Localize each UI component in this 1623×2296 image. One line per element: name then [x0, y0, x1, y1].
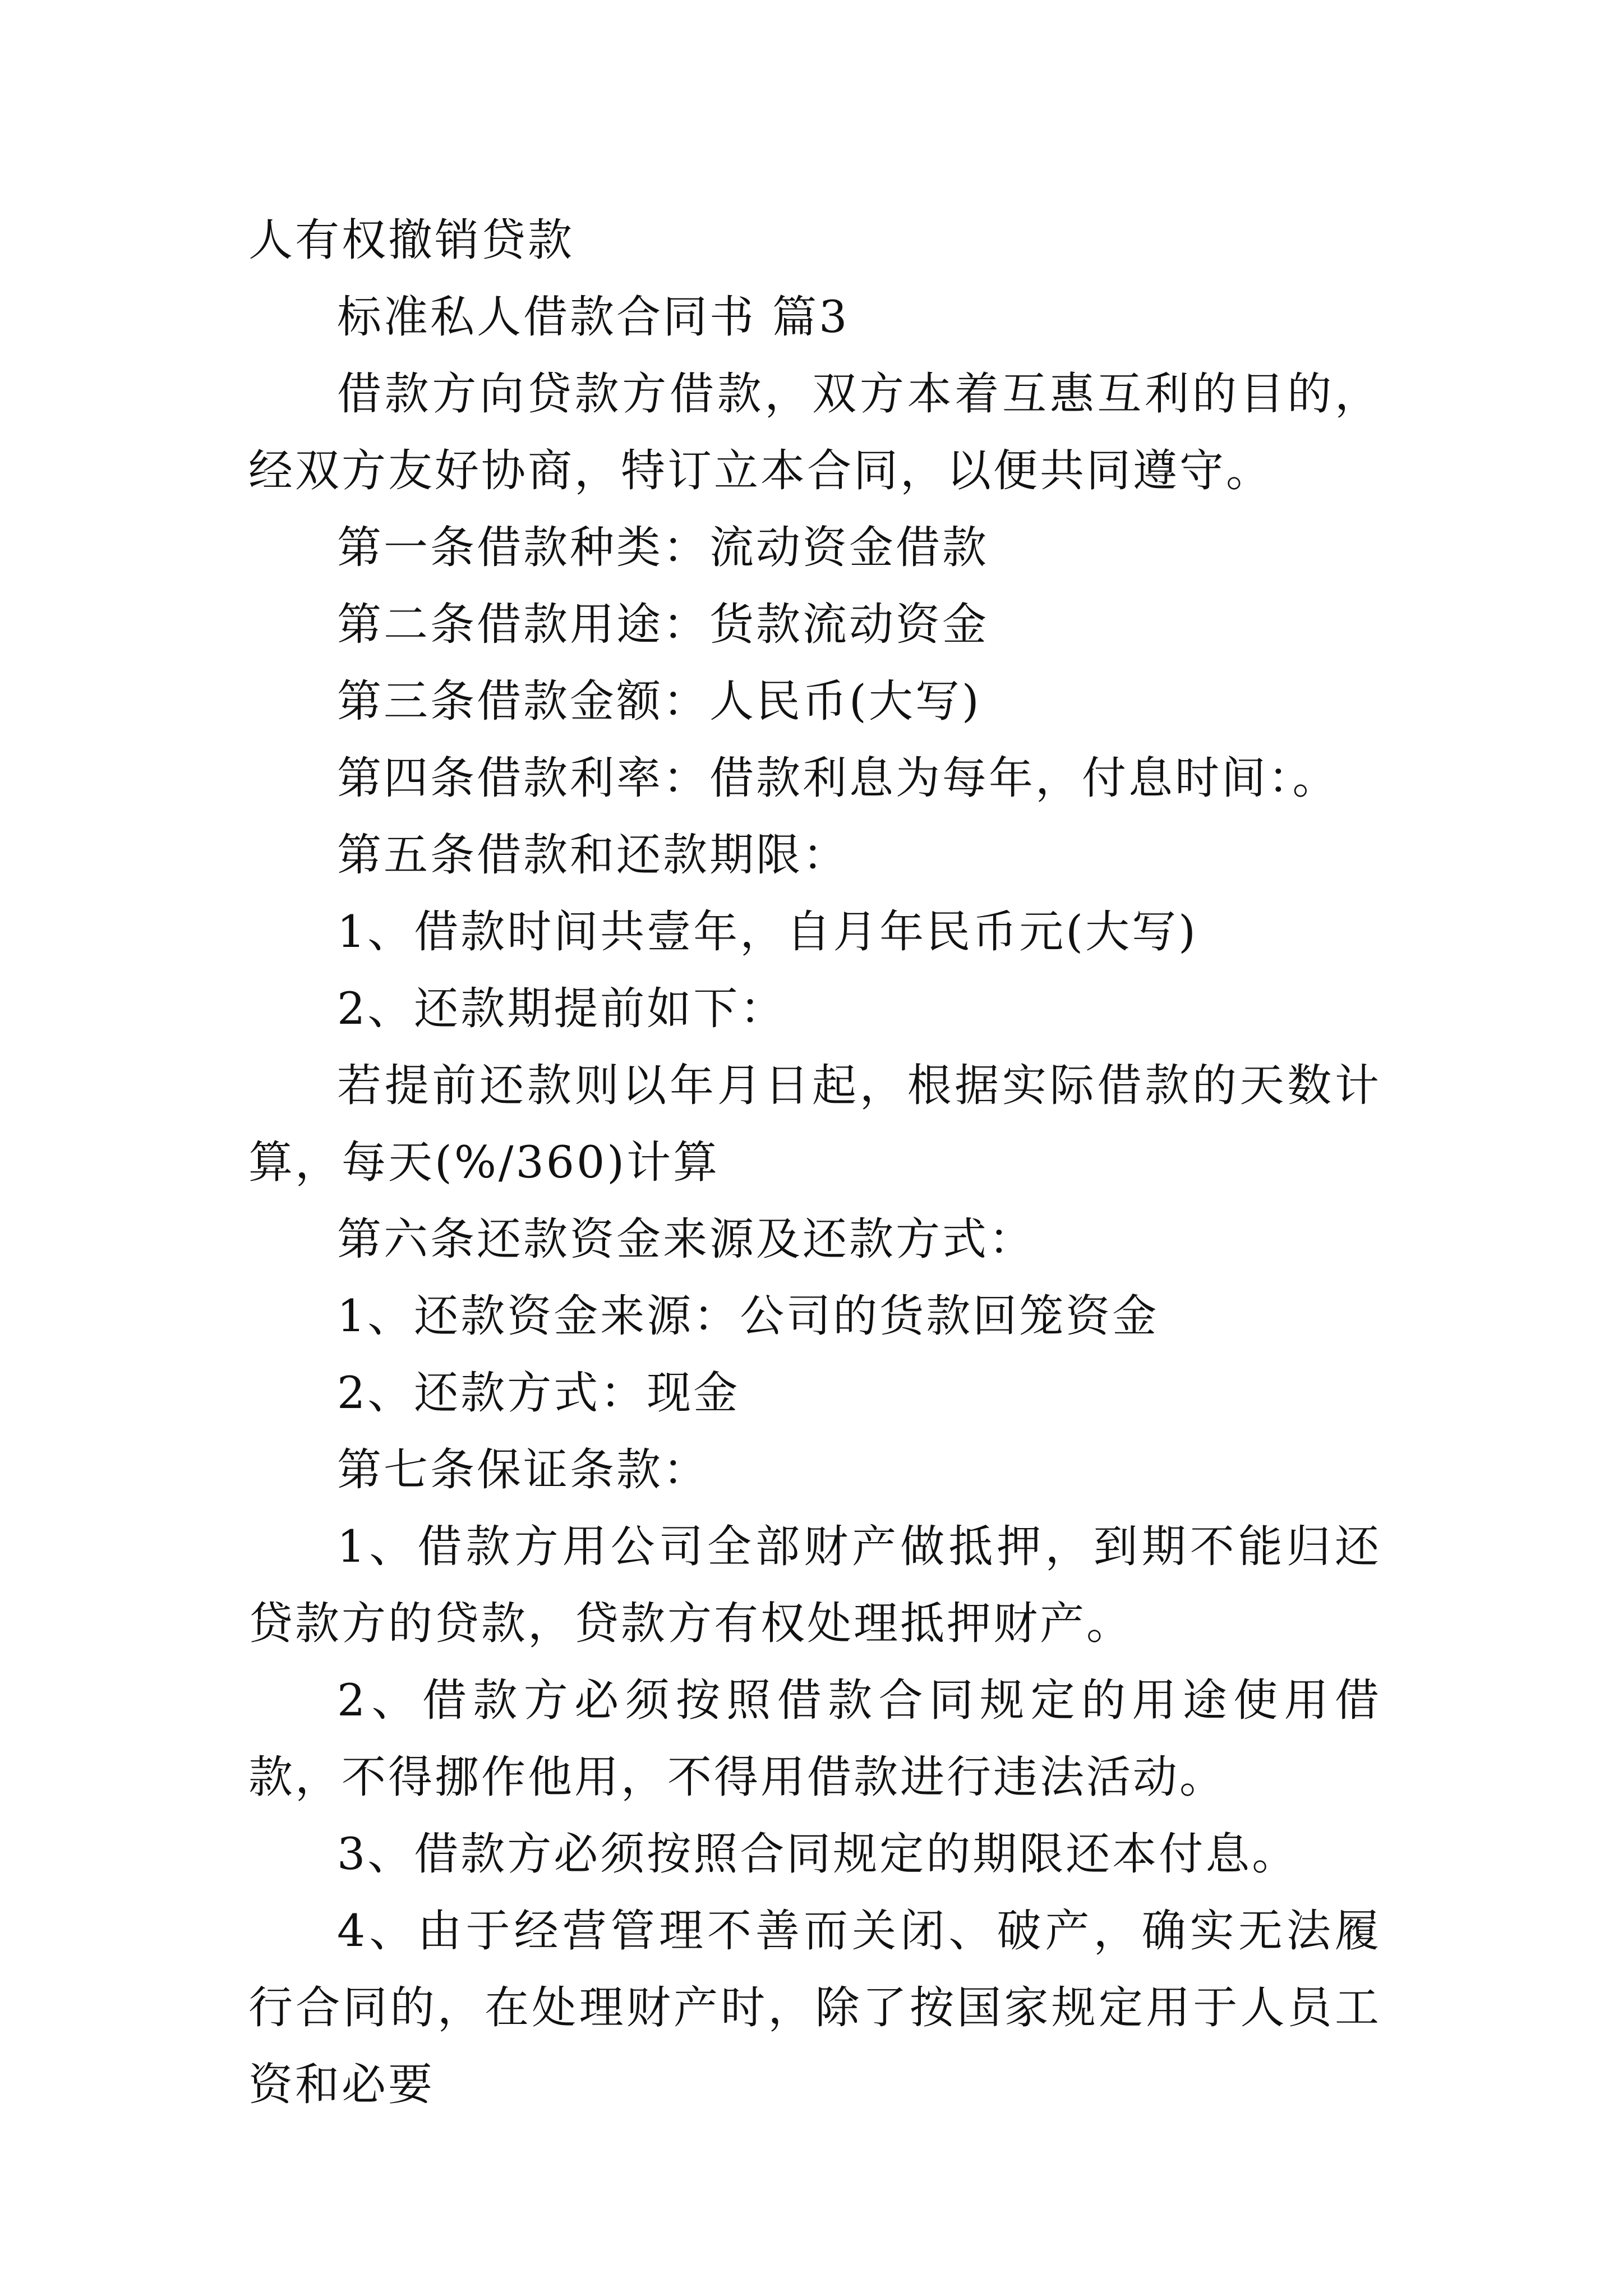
clause-7: 第七条保证条款： — [337, 1444, 709, 1496]
clause-3: 第三条借款金额：人民币(大写) — [337, 675, 981, 727]
paragraph-continuation: 人有权撤销贷款 — [248, 214, 574, 266]
clause-5-detail: 若提前还款则以年月日起，根据实际借款的天数计算，每天(%/360)计算 — [248, 1060, 1381, 1188]
clause-6-item-1: 1、还款资金来源：公司的货款回笼资金 — [337, 1290, 1159, 1342]
clause-1: 第一条借款种类：流动资金借款 — [337, 522, 989, 573]
clause-6: 第六条还款资金来源及还款方式： — [337, 1213, 1035, 1265]
document-body — [248, 202, 1381, 2123]
clause-7-item-3: 3、借款方必须按照合同规定的期限还本付息。 — [337, 1828, 1299, 1880]
clause-6-item-2: 2、还款方式：现金 — [337, 1367, 740, 1419]
clause-4: 第四条借款利率：借款利息为每年，付息时间：。 — [337, 752, 1339, 804]
clause-7-item-1: 1、借款方用公司全部财产做抵押，到期不能归还贷款方的贷款，贷款方有权处理抵押财产。 — [248, 1521, 1381, 1649]
clause-7-item-4: 4、由于经营管理不善而关闭、破产，确实无法履行合同的，在处理财产时，除了按国家规定用于人员工资和必要 — [248, 1905, 1381, 2110]
clause-5-item-1: 1、借款时间共壹年，自月年民币元(大写) — [337, 906, 1198, 958]
clause-2: 第二条借款用途：货款流动资金 — [337, 599, 989, 650]
section-heading: 标准私人借款合同书 篇3 — [337, 291, 850, 343]
clause-5-item-2: 2、还款期提前如下： — [337, 983, 787, 1034]
paragraph-preamble: 借款方向贷款方借款，双方本着互惠互利的目的，经双方友好协商，特订立本合同，以便共同遵守。 — [248, 368, 1381, 496]
clause-7-item-2: 2、借款方必须按照借款合同规定的用途使用借款，不得挪作他用，不得用借款进行违法活动。 — [248, 1674, 1381, 1803]
clause-5: 第五条借款和还款期限： — [337, 829, 849, 881]
